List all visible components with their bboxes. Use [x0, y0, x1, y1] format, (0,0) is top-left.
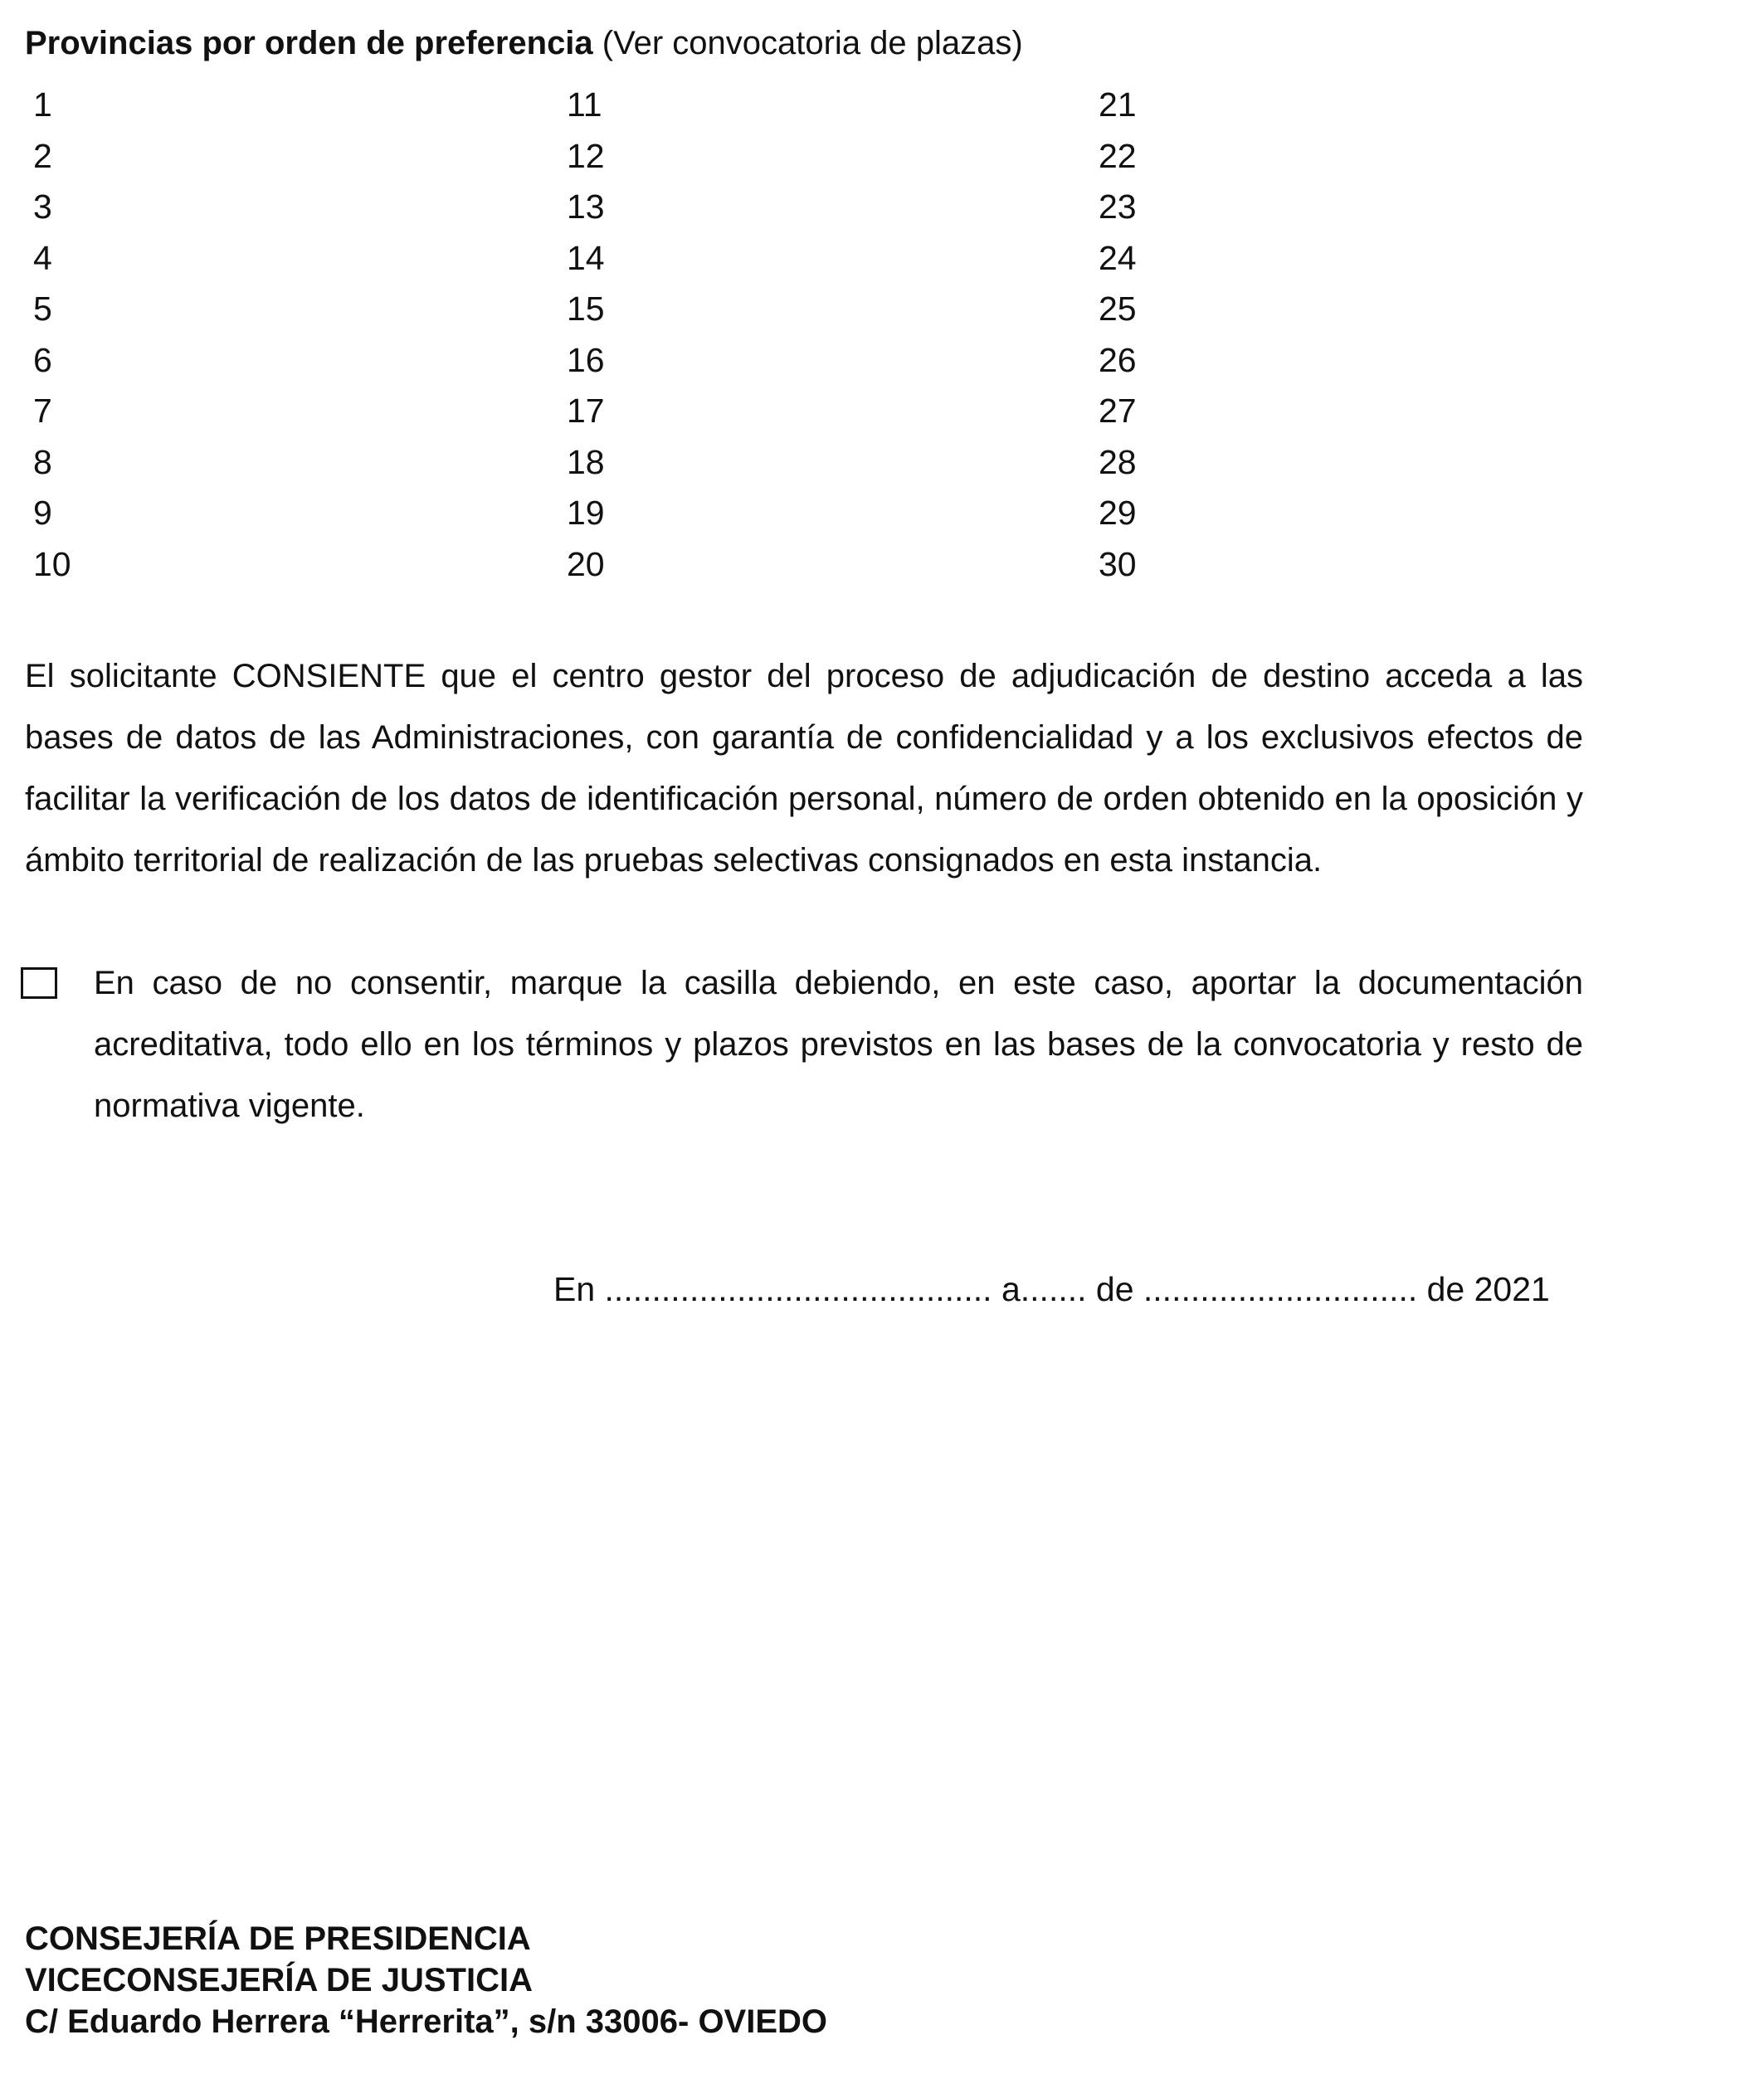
section-heading [25, 20, 1023, 66]
province-slot[interactable]: 13 [567, 187, 605, 226]
province-slot[interactable]: 4 [33, 238, 52, 277]
no-consent-checkbox[interactable] [21, 967, 57, 999]
footer-line-address: C/ Eduardo Herrera “Herrerita”, s/n 33006- OVIEDO [25, 2003, 828, 2040]
heading-title: Provincias por orden de preferencia [25, 25, 593, 61]
province-slot[interactable]: 30 [1099, 544, 1137, 583]
province-slot[interactable]: 18 [567, 442, 605, 481]
province-slot[interactable]: 10 [33, 544, 71, 583]
province-slot[interactable]: 21 [1099, 85, 1137, 124]
province-column-2 [567, 80, 605, 590]
province-slot[interactable]: 9 [33, 494, 52, 532]
province-slot[interactable]: 24 [1099, 238, 1137, 277]
province-slot[interactable]: 15 [567, 290, 605, 328]
consent-paragraph: El solicitante CONSIENTE que el centro gestor del proceso de adjudicación de destino acceda a las bases de datos de las Administraciones, con garantía de confidencialidad y a los exclusivos efectos de facilitar la verificación de los datos de identificación personal, número de orden obtenido en la oposición y ámbito territorial de realización de las pruebas selectivas consignados en esta instancia. [25, 658, 1583, 879]
date-place-line: En ......................................... a....... de ............................. de 2021 [553, 1270, 1550, 1308]
province-slot[interactable]: 2 [33, 136, 52, 175]
heading-note: (Ver convocatoria de plazas) [602, 25, 1023, 61]
province-slot[interactable]: 14 [567, 238, 605, 277]
province-slot[interactable]: 1 [33, 85, 52, 124]
province-preference-grid [0, 80, 1764, 594]
footer-line-department: CONSEJERÍA DE PRESIDENCIA [25, 1920, 531, 1957]
province-slot[interactable]: 20 [567, 544, 605, 583]
province-slot[interactable]: 8 [33, 442, 52, 481]
province-slot[interactable]: 3 [33, 187, 52, 226]
footer-address [25, 1918, 827, 2042]
province-slot[interactable]: 7 [33, 392, 52, 430]
province-column-3 [1099, 80, 1137, 590]
province-slot[interactable]: 26 [1099, 340, 1137, 379]
province-slot[interactable]: 11 [567, 85, 602, 124]
province-slot[interactable]: 25 [1099, 290, 1137, 328]
province-slot[interactable]: 16 [567, 340, 605, 379]
province-slot[interactable]: 17 [567, 392, 605, 430]
province-slot[interactable]: 23 [1099, 187, 1137, 226]
province-column-1 [33, 80, 71, 590]
province-slot[interactable]: 19 [567, 494, 605, 532]
province-slot[interactable]: 6 [33, 340, 52, 379]
province-slot[interactable]: 12 [567, 136, 605, 175]
province-slot[interactable]: 22 [1099, 136, 1137, 175]
footer-line-vice-department: VICECONSEJERÍA DE JUSTICIA [25, 1962, 533, 1998]
no-consent-paragraph: En caso de no consentir, marque la casilla debiendo, en este caso, aportar la documentación acreditativa, todo ello en los términos y plazos previstos en las bases de la convocatoria y resto de normativa vigente. [94, 965, 1583, 1124]
province-slot[interactable]: 28 [1099, 442, 1137, 481]
province-slot[interactable]: 5 [33, 290, 52, 328]
province-slot[interactable]: 27 [1099, 392, 1137, 430]
province-slot[interactable]: 29 [1099, 494, 1137, 532]
